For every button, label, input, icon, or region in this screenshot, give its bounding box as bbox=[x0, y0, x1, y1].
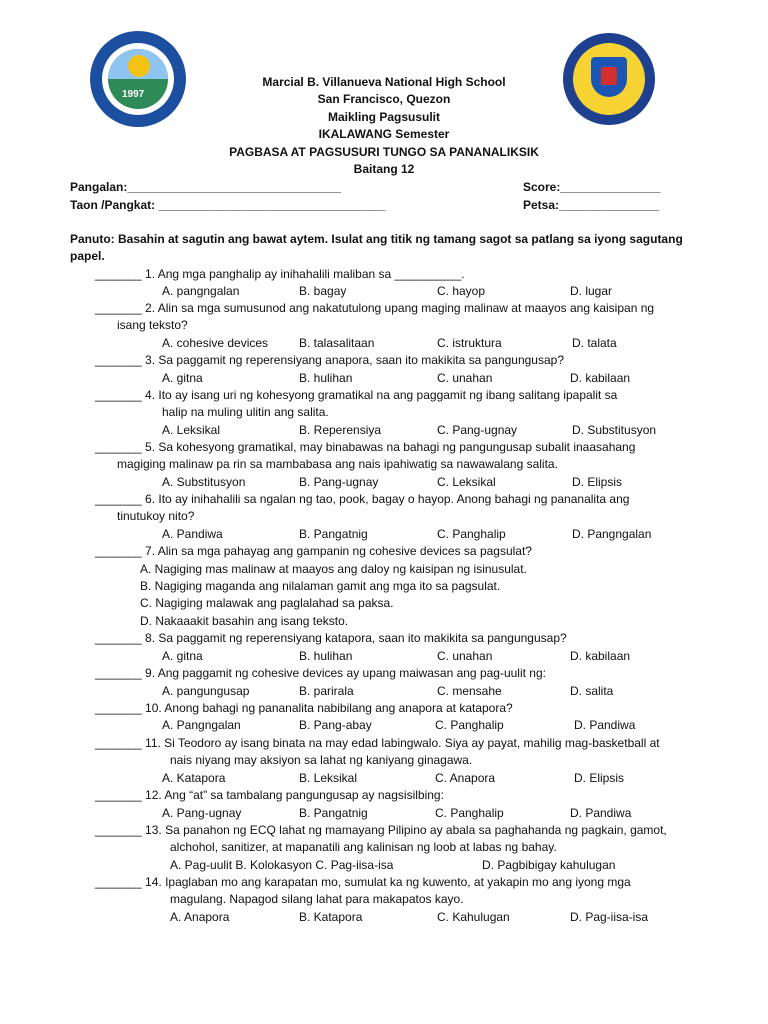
question-4-line2: halip na muling ulitin ang salita. bbox=[162, 405, 329, 419]
q4-choice-c: C. Pang-ugnay bbox=[437, 423, 518, 437]
q12-choice-c: C. Panghalip bbox=[435, 806, 504, 820]
q3-choice-d: D. kabilaan bbox=[570, 371, 631, 385]
q11-choice-b: B. Leksikal bbox=[299, 771, 358, 785]
instructions-line2: papel. bbox=[70, 249, 105, 263]
question-6: _______ 6. Ito ay inihahalili sa ngalan ng tao, pook, bagay o hayop. Anong bahagi ng pananalita ang bbox=[95, 492, 630, 506]
question-8: _______ 8. Sa paggamit ng reperensiyang katapora, saan ito makikita sa pangungusap? bbox=[95, 631, 567, 645]
q5-choice-b: B. Pang-ugnay bbox=[299, 475, 379, 489]
q10-choice-d: D. Pandiwa bbox=[574, 718, 636, 732]
question-6-line2: tinutukoy nito? bbox=[117, 509, 195, 523]
q4-choice-d: D. Substitusyon bbox=[572, 423, 657, 437]
question-11: _______ 11. Si Teodoro ay isang binata na may edad labingwalo. Siya ay payat, mahilig mag-basketball at bbox=[95, 736, 660, 750]
q8-choice-a: A. gitna bbox=[162, 649, 203, 663]
semester: IKALAWANG Semester bbox=[318, 127, 450, 141]
q9-choice-c: C. mensahe bbox=[437, 684, 502, 698]
q4-choice-a: A. Leksikal bbox=[162, 423, 221, 437]
q9-choice-b: B. parirala bbox=[299, 684, 354, 698]
question-13: _______ 13. Sa panahon ng ECQ lahat ng mamayang Pilipino ay abala sa paghahanda ng pagkain, gamot, bbox=[95, 823, 667, 837]
school-name: Marcial B. Villanueva National High School bbox=[262, 75, 506, 89]
question-14-line2: magulang. Napagod silang lahat para makapatos kayo. bbox=[170, 892, 464, 906]
q7-choice-c: C. Nagiging malawak ang paglalahad sa paksa. bbox=[140, 596, 394, 610]
grade-level: Baitang 12 bbox=[353, 162, 415, 176]
q7-choice-d: D. Nakaaakit basahin ang isang teksto. bbox=[140, 614, 349, 628]
q12-choice-a: A. Pang-ugnay bbox=[162, 806, 242, 820]
score-field[interactable]: Score:_______________ bbox=[523, 180, 661, 194]
question-13-line2: alchohol, sanitizer, at mapanatili ang kalinisan ng loob at labas ng bahay. bbox=[170, 840, 557, 854]
q12-choice-b: B. Pangatnig bbox=[299, 806, 368, 820]
question-3: _______ 3. Sa paggamit ng reperensiyang anapora, saan ito makikita sa pangungusap? bbox=[95, 353, 565, 367]
q11-choice-a: A. Katapora bbox=[162, 771, 226, 785]
q2-choice-b: B. talasalitaan bbox=[299, 336, 375, 350]
q4-choice-b: B. Reperensiya bbox=[299, 423, 382, 437]
q6-choice-a: A. Pandiwa bbox=[162, 527, 223, 541]
name-field[interactable]: Pangalan:________________________________ bbox=[70, 180, 341, 194]
date-field[interactable]: Petsa:_______________ bbox=[523, 198, 660, 212]
q7-choice-a: A. Nagiging mas malinaw at maayos ang daloy ng kaisipan ng isinusulat. bbox=[140, 562, 527, 576]
q13-choices-abc: A. Pag-uulit B. Kolokasyon C. Pag-iisa-isa bbox=[170, 858, 394, 872]
q3-choice-c: C. unahan bbox=[437, 371, 493, 385]
q6-choice-b: B. Pangatnig bbox=[299, 527, 368, 541]
q14-choice-b: B. Katapora bbox=[299, 910, 363, 924]
school-logo-year: 1997 bbox=[122, 89, 145, 100]
question-11-line2: nais niyang may aksiyon sa lahat ng kaniyang ginagawa. bbox=[170, 753, 473, 767]
q6-choice-d: D. Pangngalan bbox=[572, 527, 652, 541]
subject-title: PAGBASA AT PAGSUSURI TUNGO SA PANANALIKSIK bbox=[229, 145, 539, 159]
instructions-line1: Panuto: Basahin at sagutin ang bawat aytem. Isulat ang titik ng tamang sagot sa patlang sa iyong sagutang bbox=[70, 232, 683, 246]
q2-choice-a: A. cohesive devices bbox=[162, 336, 269, 350]
q8-choice-c: C. unahan bbox=[437, 649, 493, 663]
q8-choice-d: D. kabilaan bbox=[570, 649, 631, 663]
q5-choice-a: A. Substitusyon bbox=[162, 475, 246, 489]
q12-choice-d: D. Pandiwa bbox=[570, 806, 632, 820]
q5-choice-c: C. Leksikal bbox=[437, 475, 496, 489]
q7-choice-b: B. Nagiging maganda ang nilalaman gamit ang mga ito sa pagsulat. bbox=[140, 579, 501, 593]
q14-choice-a: A. Anapora bbox=[170, 910, 230, 924]
question-2: _______ 2. Alin sa mga sumusunod ang nakatutulong upang maging malinaw at maayos ang kaisipan ng bbox=[95, 301, 655, 315]
q14-choice-c: C. Kahulugan bbox=[437, 910, 510, 924]
question-14: _______ 14. Ipaglaban mo ang karapatan mo, sumulat ka ng kuwento, at yakapin mo ang iyong mga bbox=[95, 875, 631, 889]
q13-choice-d: D. Pagbibigay kahulugan bbox=[482, 858, 616, 872]
question-7: _______ 7. Alin sa mga pahayag ang gampanin ng cohesive devices sa pagsulat? bbox=[95, 544, 532, 558]
q14-choice-d: D. Pag-iisa-isa bbox=[570, 910, 649, 924]
question-1: _______ 1. Ang mga panghalip ay inihahalili maliban sa __________. bbox=[95, 267, 465, 281]
q2-choice-d: D. talata bbox=[572, 336, 617, 350]
q1-choice-c: C. hayop bbox=[437, 284, 486, 298]
q5-choice-d: D. Elipsis bbox=[572, 475, 623, 489]
q6-choice-c: C. Panghalip bbox=[437, 527, 506, 541]
question-9: _______ 9. Ang paggamit ng cohesive devices ay upang maiwasan ang pag-uulit ng: bbox=[95, 666, 546, 680]
question-10: _______ 10. Anong bahagi ng pananalita nabibilang ang anapora at katapora? bbox=[95, 701, 513, 715]
test-type: Maikling Pagsusulit bbox=[327, 110, 441, 124]
q9-choice-d: D. salita bbox=[570, 684, 614, 698]
question-12: _______ 12. Ang “at” sa tambalang pangungusap ay nagsisilbing: bbox=[95, 788, 444, 802]
q3-choice-a: A. gitna bbox=[162, 371, 203, 385]
q10-choice-c: C. Panghalip bbox=[435, 718, 504, 732]
question-4: _______ 4. Ito ay isang uri ng kohesyong gramatikal na ang paggamit ng ibang salitang ipapalit sa bbox=[95, 388, 618, 402]
school-address: San Francisco, Quezon bbox=[317, 92, 451, 106]
q2-choice-c: C. istruktura bbox=[437, 336, 502, 350]
question-5: _______ 5. Sa kohesyong gramatikal, may binabawas na bahagi ng pangungusap subalit inaasahang bbox=[95, 440, 636, 454]
question-5-line2: magiging malinaw pa rin sa mambabasa ang nais ipahiwatig sa nawawalang salita. bbox=[117, 457, 558, 471]
q9-choice-a: A. pangungusap bbox=[162, 684, 250, 698]
q11-choice-d: D. Elipsis bbox=[574, 771, 625, 785]
q10-choice-a: A. Pangngalan bbox=[162, 718, 241, 732]
q10-choice-b: B. Pang-abay bbox=[299, 718, 372, 732]
q1-choice-b: B. bagay bbox=[299, 284, 347, 298]
question-2-line2: isang teksto? bbox=[117, 318, 188, 332]
q3-choice-b: B. hulihan bbox=[299, 371, 353, 385]
q8-choice-b: B. hulihan bbox=[299, 649, 353, 663]
q1-choice-a: A. pangngalan bbox=[162, 284, 240, 298]
q1-choice-d: D. lugar bbox=[570, 284, 613, 298]
q11-choice-c: C. Anapora bbox=[435, 771, 496, 785]
section-field[interactable]: Taon /Pangkat: __________________________________ bbox=[70, 198, 386, 212]
